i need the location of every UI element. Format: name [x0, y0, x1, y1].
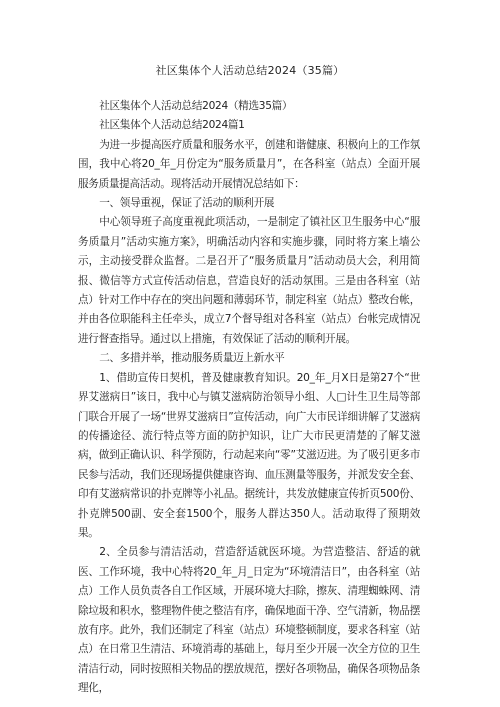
- section-heading-1: 一、领导重视，保证了活动的顺利开展: [99, 197, 275, 210]
- paragraph-intro: 为进一步提高医疗质量和服务水平，创建和谐健康、积极向上的工作氛围，我中心将20_年_月份定为“服务质量月”，在各科室（站点）全面开展服务质量提高活动。现将活动开展情况总结如下：: [78, 138, 420, 190]
- paragraph-publicity-day: 1、借助宣传日契机，普及健康教育知识。20_年_月X日是第27个“世界艾滋病日”该日，我中心与镇艾滋病防治领导小组、人□计生卫生局等部门联合开展了一场“世界艾滋病日”宣传活动，向广大市民详细讲解了艾滋病的传播途径、流行特点等方面的防护知识，让广大市民更清楚的了解艾滋病，做到正确认识、科学预防，行动起来向“零”艾滋迈进。为了吸引更多市民参与活动，我们还现场提供健康咨询、血压测量等服务，并派发安全套、印有艾滋病常识的扑克牌等小礼品。据统计，共发放健康宣传折页500份、扑克牌500副、安全套1500个，服务人群达350人。活动取得了预期效果。: [78, 371, 420, 539]
- heading-article-1: 社区集体个人活动总结2024篇1: [99, 119, 245, 132]
- document-body: [78, 97, 420, 699]
- paragraph-leadership: 中心领导班子高度重视此项活动，一是制定了镇社区卫生服务中心“服务质量月”活动实施方案》，明确活动内容和实施步骤，同时将方案上墙公示，主动接受群众监督。二是召开了“服务质量月”活动动员大会，利用简报、微信等方式宣传活动信息，营造良好的活动氛围。三是由各科室（站点）针对工作中存在的突出问题和薄弱环节，制定科室（站点）整改台帐，并由各位职能科主任牵头，成立7个督导组对各科室（站点）台帐完成情况进行督查指导。通过以上措施，有效保证了活动的顺利开展。: [78, 216, 420, 345]
- paragraph-cleaning: 2、全员参与清洁活动，营造舒适就医环境。为营造整洁、舒适的就医、工作环境，我中心特将20_年_月_日定为“环境清洁日”，由各科室（站点）工作人员负责各自工作区域，开展环境大扫除，擦灰、清理蜘蛛网、清除垃圾和积水，整理物件使之整洁有序，确保地面干净、空气清新，物品摆放有序。此外，我们还制定了科室（站点）环境整顿制度，要求各科室（站点）在日常卫生清洁、环境消毒的基础上，每月至少开展一次全方位的卫生清洁行动，同时按照相关物品的摆放规范，摆好各项物品，确保各项物品条理化，: [78, 546, 420, 695]
- heading-collection: 社区集体个人活动总结2024（精选35篇）: [99, 100, 293, 112]
- document-title: 社区集体个人活动总结2024（35篇）: [155, 64, 345, 77]
- section-heading-2: 二、多措并举，推动服务质量迈上新水平: [99, 352, 285, 365]
